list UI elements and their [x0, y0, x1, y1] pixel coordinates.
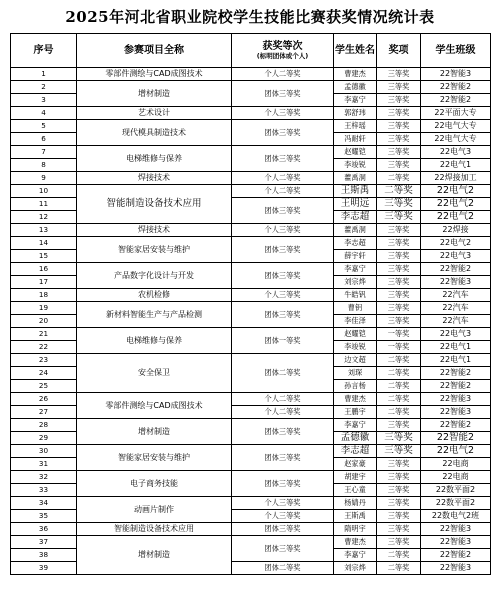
cell-class: 22电气1 [421, 354, 491, 367]
cell-project: 焊接技术 [77, 224, 232, 237]
cell-award: 三等奖 [377, 484, 421, 497]
cell-no: 36 [11, 523, 77, 536]
cell-no: 37 [11, 536, 77, 549]
cell-class: 22电气2 [421, 237, 491, 250]
table-row [11, 419, 491, 432]
cell-student: 李志超 [334, 237, 377, 250]
cell-award: 三等奖 [377, 445, 421, 458]
cell-class: 22智能2 [421, 81, 491, 94]
cell-level: 团体三等奖 [232, 523, 334, 536]
cell-award: 三等奖 [377, 432, 421, 445]
cell-project: 智能家居安装与维护 [77, 445, 232, 471]
cell-level: 个人三等奖 [232, 107, 334, 120]
cell-award: 三等奖 [377, 81, 421, 94]
header-project: 参赛项目全称 [77, 34, 232, 68]
cell-project: 新材料智能生产与产品检测 [77, 302, 232, 328]
cell-project: 增材制造 [77, 536, 232, 575]
header-row [11, 34, 491, 68]
cell-project: 智能家居安装与维护 [77, 237, 232, 263]
cell-award: 二等奖 [377, 406, 421, 419]
cell-project: 零部件测绘与CAD成图技术 [77, 393, 232, 419]
header-level-main: 获奖等次 [262, 41, 303, 53]
cell-award: 三等奖 [377, 419, 421, 432]
cell-student: 郭舒玮 [334, 107, 377, 120]
cell-no: 14 [11, 237, 77, 250]
cell-no: 30 [11, 445, 77, 458]
cell-award: 二等奖 [377, 380, 421, 393]
cell-no: 18 [11, 289, 77, 302]
cell-award: 三等奖 [377, 237, 421, 250]
cell-student: 牛皓钒 [334, 289, 377, 302]
cell-level: 团体二等奖 [232, 354, 334, 393]
table-row [11, 185, 491, 198]
cell-class: 22智能2 [421, 94, 491, 107]
cell-student: 王心童 [334, 484, 377, 497]
cell-no: 21 [11, 328, 77, 341]
cell-no: 11 [11, 198, 77, 211]
cell-level: 个人二等奖 [232, 406, 334, 419]
cell-class: 22智能2 [421, 367, 491, 380]
cell-student: 刘宗烨 [334, 276, 377, 289]
header-award: 奖项 [377, 34, 421, 68]
cell-student: 赵耀铠 [334, 146, 377, 159]
table-row [11, 68, 491, 81]
cell-student: 冯耐轩 [334, 133, 377, 146]
cell-class: 22数平面2 [421, 497, 491, 510]
cell-class: 22数平面2 [421, 484, 491, 497]
cell-no: 27 [11, 406, 77, 419]
cell-class: 22电气3 [421, 328, 491, 341]
cell-project: 电梯维修与保养 [77, 328, 232, 354]
cell-class: 22电商 [421, 458, 491, 471]
cell-level: 个人三等奖 [232, 224, 334, 237]
table-row [11, 445, 491, 458]
cell-award: 三等奖 [377, 159, 421, 172]
cell-no: 22 [11, 341, 77, 354]
cell-project: 增材制造 [77, 419, 232, 445]
table-row [11, 146, 491, 159]
header-student: 学生姓名 [334, 34, 377, 68]
cell-award: 三等奖 [377, 224, 421, 237]
cell-award: 三等奖 [377, 536, 421, 549]
cell-class: 22电气2 [421, 185, 491, 198]
cell-level: 个人三等奖 [232, 497, 334, 510]
cell-level: 团体三等奖 [232, 198, 334, 224]
cell-award: 三等奖 [377, 497, 421, 510]
cell-project: 艺术设计 [77, 107, 232, 120]
cell-student: 李志超 [334, 211, 377, 224]
cell-student: 刘宗烨 [334, 562, 377, 575]
cell-no: 10 [11, 185, 77, 198]
cell-student: 李嘉宁 [334, 549, 377, 562]
cell-award: 二等奖 [377, 393, 421, 406]
cell-class: 22焊接加工 [421, 172, 491, 185]
cell-no: 9 [11, 172, 77, 185]
cell-level: 个人二等奖 [232, 68, 334, 81]
cell-no: 38 [11, 549, 77, 562]
cell-award: 三等奖 [377, 120, 421, 133]
cell-no: 33 [11, 484, 77, 497]
cell-no: 23 [11, 354, 77, 367]
cell-class: 22焊接 [421, 224, 491, 237]
cell-class: 22智能3 [421, 562, 491, 575]
cell-no: 2 [11, 81, 77, 94]
header-class: 学生班级 [421, 34, 491, 68]
cell-no: 3 [11, 94, 77, 107]
cell-class: 22电气1 [421, 159, 491, 172]
cell-award: 三等奖 [377, 68, 421, 81]
cell-level: 团体三等奖 [232, 263, 334, 289]
cell-student: 藿禹洞 [334, 172, 377, 185]
cell-project: 动画片制作 [77, 497, 232, 523]
cell-no: 20 [11, 315, 77, 328]
cell-class: 22电气2 [421, 211, 491, 224]
cell-no: 13 [11, 224, 77, 237]
cell-no: 1 [11, 68, 77, 81]
table-row [11, 107, 491, 120]
cell-level: 团体三等奖 [232, 419, 334, 445]
cell-class: 22电气3 [421, 250, 491, 263]
cell-award: 三等奖 [377, 302, 421, 315]
cell-award: 三等奖 [377, 263, 421, 276]
cell-class: 22智能2 [421, 263, 491, 276]
cell-level: 团体一等奖 [232, 328, 334, 354]
cell-student: 胡建宇 [334, 471, 377, 484]
cell-class: 22智能3 [421, 523, 491, 536]
cell-student: 王明远 [334, 198, 377, 211]
cell-level: 团体三等奖 [232, 445, 334, 471]
cell-student: 孟德徽 [334, 81, 377, 94]
table-row [11, 471, 491, 484]
cell-award: 二等奖 [377, 562, 421, 575]
cell-level: 个人二等奖 [232, 393, 334, 406]
cell-award: 三等奖 [377, 510, 421, 523]
cell-project: 电梯维修与保养 [77, 146, 232, 172]
cell-level: 团体三等奖 [232, 146, 334, 172]
cell-student: 边文超 [334, 354, 377, 367]
cell-level: 个人三等奖 [232, 289, 334, 302]
cell-project: 智能制造设备技术应用 [77, 523, 232, 536]
cell-level: 团体三等奖 [232, 536, 334, 562]
cell-class: 22电气2 [421, 198, 491, 211]
cell-level: 团体三等奖 [232, 302, 334, 328]
cell-class: 22电气3 [421, 146, 491, 159]
cell-level: 团体三等奖 [232, 120, 334, 146]
cell-class: 22平面大专 [421, 107, 491, 120]
cell-class: 22智能3 [421, 68, 491, 81]
cell-award: 二等奖 [377, 185, 421, 198]
cell-no: 24 [11, 367, 77, 380]
cell-level: 团体三等奖 [232, 471, 334, 497]
cell-award: 三等奖 [377, 133, 421, 146]
cell-student: 孟德徽 [334, 432, 377, 445]
cell-award: 三等奖 [377, 146, 421, 159]
cell-no: 39 [11, 562, 77, 575]
table-row [11, 523, 491, 536]
table-row [11, 393, 491, 406]
cell-award: 三等奖 [377, 107, 421, 120]
cell-project: 增材制造 [77, 81, 232, 107]
cell-class: 22智能2 [421, 419, 491, 432]
table-row [11, 289, 491, 302]
cell-project: 农机检修 [77, 289, 232, 302]
cell-student: 薛宇轩 [334, 250, 377, 263]
cell-class: 22电气1 [421, 341, 491, 354]
cell-class: 22电商 [421, 471, 491, 484]
cell-student: 刘琛 [334, 367, 377, 380]
cell-no: 17 [11, 276, 77, 289]
cell-student: 隋明宇 [334, 523, 377, 536]
cell-level: 个人二等奖 [232, 172, 334, 185]
cell-student: 王鹏宇 [334, 406, 377, 419]
table-row [11, 263, 491, 276]
cell-student: 王斯禹 [334, 510, 377, 523]
header-no: 序号 [11, 34, 77, 68]
cell-award: 三等奖 [377, 276, 421, 289]
cell-student: 曹建杰 [334, 68, 377, 81]
cell-class: 22汽车 [421, 302, 491, 315]
cell-award: 二等奖 [377, 549, 421, 562]
cell-no: 25 [11, 380, 77, 393]
cell-student: 王斯禹 [334, 185, 377, 198]
cell-student: 李志超 [334, 445, 377, 458]
cell-no: 29 [11, 432, 77, 445]
cell-class: 22智能2 [421, 549, 491, 562]
table-row [11, 224, 491, 237]
cell-student: 王梓瑶 [334, 120, 377, 133]
cell-class: 22电气2 [421, 445, 491, 458]
cell-student: 李嘉宁 [334, 263, 377, 276]
cell-student: 李竣锐 [334, 159, 377, 172]
cell-project: 安全保卫 [77, 354, 232, 393]
page-title: 2025年河北省职业院校学生技能比赛获奖情况统计表 [65, 8, 435, 26]
cell-no: 12 [11, 211, 77, 224]
cell-class: 22智能2 [421, 380, 491, 393]
cell-class: 22智能3 [421, 393, 491, 406]
cell-student: 赵家豪 [334, 458, 377, 471]
cell-project: 焊接技术 [77, 172, 232, 185]
cell-award: 三等奖 [377, 211, 421, 224]
cell-level: 团体三等奖 [232, 237, 334, 263]
cell-no: 31 [11, 458, 77, 471]
cell-student: 曹钥 [334, 302, 377, 315]
header-level [232, 34, 334, 68]
table-row [11, 81, 491, 94]
cell-student: 赵耀铠 [334, 328, 377, 341]
cell-class: 22智能3 [421, 536, 491, 549]
cell-class: 22电气大专 [421, 133, 491, 146]
cell-no: 8 [11, 159, 77, 172]
cell-class: 22智能3 [421, 276, 491, 289]
cell-project: 现代模具制造技术 [77, 120, 232, 146]
cell-award: 三等奖 [377, 198, 421, 211]
cell-level: 团体三等奖 [232, 81, 334, 107]
cell-no: 5 [11, 120, 77, 133]
cell-student: 曹建杰 [334, 536, 377, 549]
table-row [11, 302, 491, 315]
cell-student: 李嘉宁 [334, 94, 377, 107]
cell-no: 16 [11, 263, 77, 276]
cell-no: 34 [11, 497, 77, 510]
table-row [11, 497, 491, 510]
cell-student: 李嘉宁 [334, 419, 377, 432]
table-row [11, 172, 491, 185]
header-level-sub: (标明团体或个人) [256, 51, 309, 60]
cell-class: 22数电气2班 [421, 510, 491, 523]
cell-project: 电子商务技能 [77, 471, 232, 497]
cell-no: 6 [11, 133, 77, 146]
cell-award: 三等奖 [377, 315, 421, 328]
cell-student: 孙言杨 [334, 380, 377, 393]
cell-project: 智能制造设备技术应用 [77, 185, 232, 224]
cell-award: 三等奖 [377, 523, 421, 536]
cell-no: 26 [11, 393, 77, 406]
cell-no: 15 [11, 250, 77, 263]
cell-class: 22汽车 [421, 289, 491, 302]
cell-project: 零部件测绘与CAD成图技术 [77, 68, 232, 81]
cell-award: 三等奖 [377, 471, 421, 484]
cell-award: 二等奖 [377, 172, 421, 185]
cell-student: 李佳泽 [334, 315, 377, 328]
cell-class: 22汽车 [421, 315, 491, 328]
cell-no: 28 [11, 419, 77, 432]
cell-class: 22智能3 [421, 406, 491, 419]
cell-no: 19 [11, 302, 77, 315]
table-row [11, 328, 491, 341]
cell-no: 35 [11, 510, 77, 523]
cell-level: 个人三等奖 [232, 510, 334, 523]
cell-level: 个人二等奖 [232, 185, 334, 198]
cell-class: 22智能2 [421, 432, 491, 445]
table-row [11, 237, 491, 250]
cell-student: 李竣锐 [334, 341, 377, 354]
cell-student: 藿禹洞 [334, 224, 377, 237]
cell-class: 22电气大专 [421, 120, 491, 133]
cell-award: 三等奖 [377, 250, 421, 263]
cell-award: 三等奖 [377, 94, 421, 107]
cell-award: 一等奖 [377, 341, 421, 354]
cell-student: 杨婧丹 [334, 497, 377, 510]
cell-award: 三等奖 [377, 289, 421, 302]
awards-table [10, 33, 491, 575]
table-row [11, 354, 491, 367]
cell-award: 一等奖 [377, 328, 421, 341]
cell-no: 32 [11, 471, 77, 484]
cell-student: 曹建杰 [334, 393, 377, 406]
cell-award: 二等奖 [377, 354, 421, 367]
cell-level: 团体二等奖 [232, 562, 334, 575]
table-row [11, 120, 491, 133]
cell-no: 7 [11, 146, 77, 159]
cell-award: 三等奖 [377, 458, 421, 471]
cell-award: 二等奖 [377, 367, 421, 380]
cell-no: 4 [11, 107, 77, 120]
cell-project: 产品数字化设计与开发 [77, 263, 232, 289]
table-row [11, 536, 491, 549]
